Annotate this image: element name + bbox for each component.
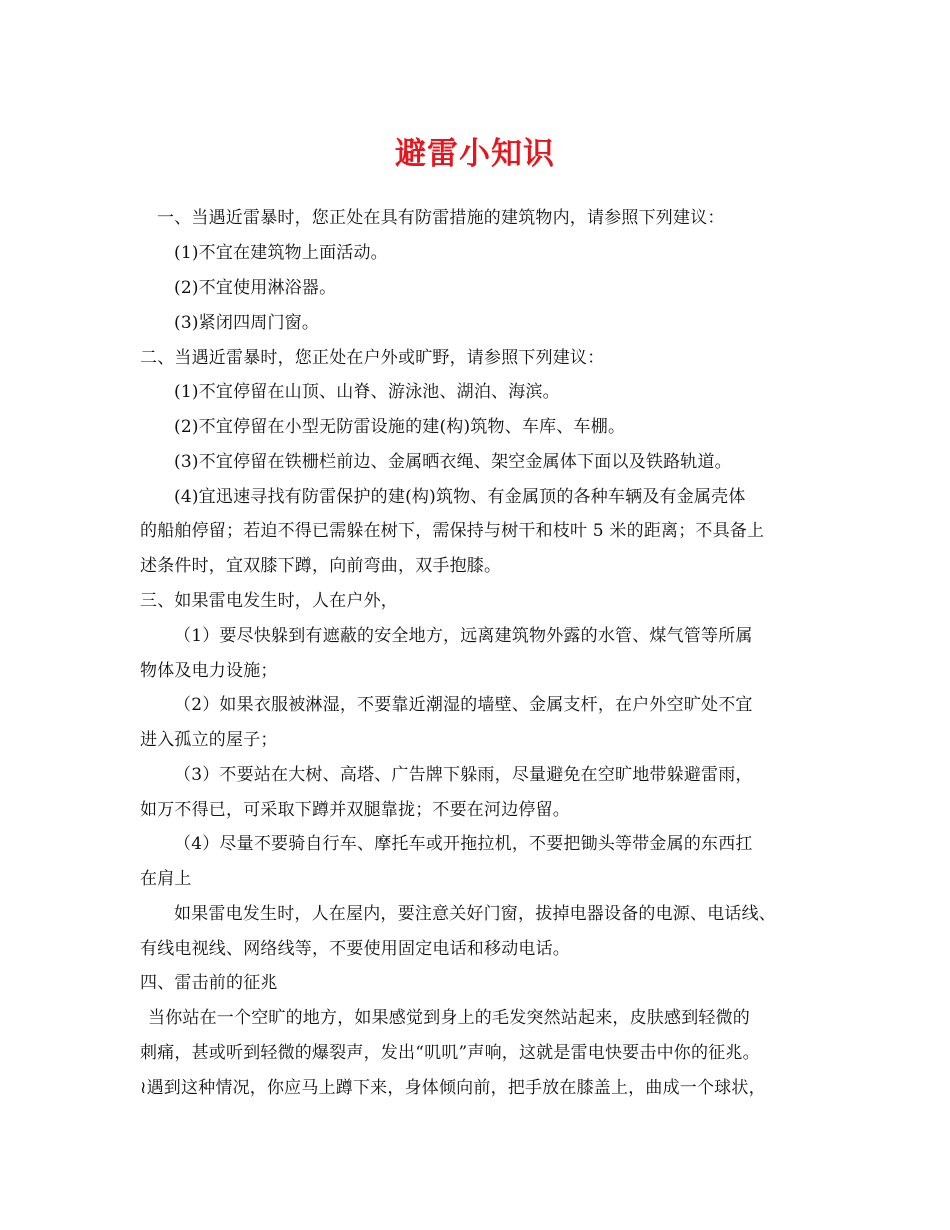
paragraph-line: 二、当遇近雷暴时，您正处在户外或旷野，请参照下列建议： xyxy=(140,348,605,368)
paragraph-line: 当你站在一个空旷的地方，如果感觉到身上的毛发突然站起来，皮肤感到轻微的 xyxy=(148,1008,750,1028)
paragraph-line: 物体及电力设施； xyxy=(140,661,278,681)
paragraph-line: ≀遇到这种情况，你应马上蹲下来，身体倾向前，把手放在膝盖上，曲成一个球状， xyxy=(140,1078,766,1098)
paragraph-line: (3)紧闭四周门窗。 xyxy=(174,313,320,333)
document-title: 避雷小知识 xyxy=(395,136,555,172)
paragraph-line: (4)宜迅速寻找有防雷保护的建(构)筑物、有金属顶的各种车辆及有金属壳体 xyxy=(174,487,746,507)
paragraph-line: （1）要尽快躲到有遮蔽的安全地方，远离建筑物外露的水管、煤气管等所属 xyxy=(174,626,753,646)
paragraph-line: （3）不要站在大树、高塔、广告牌下躲雨，尽量避免在空旷地带躲避雷雨， xyxy=(174,765,753,785)
paragraph-line: 如果雷电发生时，人在屋内，要注意关好门窗，拔掉电器设备的电源、电话线、 xyxy=(174,904,776,924)
paragraph-line: （2）如果衣服被淋湿，不要靠近潮湿的墙壁、金属支杆，在户外空旷处不宜 xyxy=(174,695,753,715)
paragraph-line: 的船舶停留；若迫不得已需躲在树下，需保持与树干和枝叶 5 米的距离；不具备上 xyxy=(140,521,765,541)
paragraph-line: (2)不宜停留在小型无防雷设施的建(构)筑物、车库、车棚。 xyxy=(174,417,626,437)
paragraph-line: (2)不宜使用淋浴器。 xyxy=(174,278,337,298)
paragraph-line: （4）尽量不要骑自行车、摩托车或开拖拉机，不要把锄头等带金属的东西扛 xyxy=(174,834,753,854)
paragraph-line: 述条件时，宜双膝下蹲，向前弯曲，双手抱膝。 xyxy=(140,556,502,576)
paragraph-line: 进入孤立的屋子； xyxy=(140,730,278,750)
paragraph-line: 刺痛，甚或听到轻微的爆裂声，发出“叽叽”声响，这就是雷电快要击中你的征兆。 xyxy=(140,1043,760,1063)
paragraph-line: 如万不得已，可采取下蹲并双腿靠拢；不要在河边停留。 xyxy=(140,800,570,820)
paragraph-line: (3)不宜停留在铁栅栏前边、金属晒衣绳、架空金属体下面以及铁路轨道。 xyxy=(174,452,732,472)
paragraph-line: 一、当遇近雷暴时，您正处在具有防雷措施的建筑物内，请参照下列建议： xyxy=(157,208,725,228)
paragraph-line: 四、雷击前的征兆 xyxy=(140,973,278,993)
paragraph-line: (1)不宜在建筑物上面活动。 xyxy=(174,243,388,263)
paragraph-line: 在肩上 xyxy=(140,869,192,889)
paragraph-line: (1)不宜停留在山顶、山脊、游泳池、湖泊、海滨。 xyxy=(174,382,560,402)
paragraph-line: 有线电视线、网络线等，不要使用固定电话和移动电话。 xyxy=(140,939,570,959)
paragraph-line: 三、如果雷电发生时，人在户外， xyxy=(140,591,398,611)
